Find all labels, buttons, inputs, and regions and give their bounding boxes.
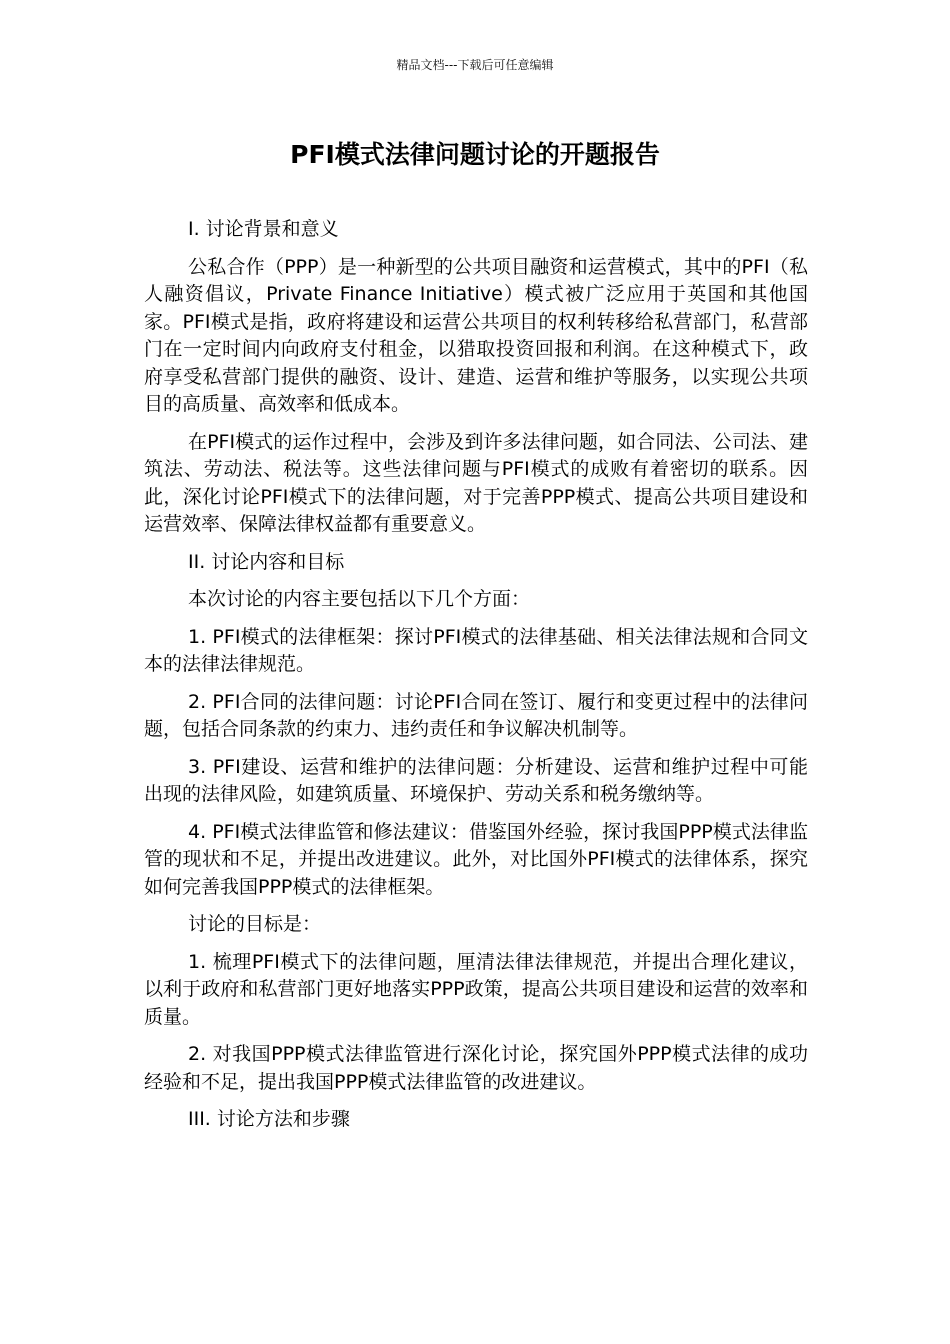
body-paragraph: 公私合作（PPP）是一种新型的公共项目融资和运营模式，其中的PFI（私人融资倡议，Private Finance Initiative）模式被广泛应用于英国和其他国家。PFI模式是指，政府将建设和运营公共项目的权利转移给私营部门，私营部门在一定时间内向政府支付租金，以猎取投资回报和利润。在这种模式下，政府享受私营部门提供的融资、设计、建造、运营和维护等服务，以实现公共项目的高质量、高效率和低成本。: [144, 255, 808, 415]
list-item: 2. 对我国PPP模式法律监管进行深化讨论，探究国外PPP模式法律的成功经验和不足，提出我国PPP模式法律监管的改进建议。: [144, 1043, 808, 1093]
section-heading-2: II. 讨论内容和目标: [188, 550, 345, 573]
list-item: 3. PFI建设、运营和维护的法律问题：分析建设、运营和维护过程中可能出现的法律风险，如建筑质量、环境保护、劳动关系和税务缴纳等。: [144, 755, 808, 805]
document-body: [144, 216, 808, 1144]
list-item: 1. 梳理PFI模式下的法律问题，厘清法律法律规范，并提出合理化建议，以利于政府和私营部门更好地落实PPP政策，提高公共项目建设和运营的效率和质量。: [144, 950, 808, 1028]
list-item: 4. PFI模式法律监管和修法建议：借鉴国外经验，探讨我国PPP模式法律监管的现状和不足，并提出改进建议。此外，对比国外PFI模式的法律体系，探究如何完善我国PPP模式的法律框架。: [144, 820, 808, 898]
section-heading-1: I. 讨论背景和意义: [188, 218, 339, 240]
document-title: PFI模式法律问题讨论的开题报告: [290, 140, 660, 169]
body-paragraph: 本次讨论的内容主要包括以下几个方面：: [188, 588, 531, 610]
page-header: 精品文档---下载后可任意编辑: [396, 58, 554, 72]
body-paragraph: 讨论的目标是：: [188, 913, 322, 935]
body-paragraph: 在PFI模式的运作过程中，会涉及到许多法律问题，如合同法、公司法、建筑法、劳动法、税法等。这些法律问题与PFI模式的成败有着密切的联系。因此，深化讨论PFI模式下的法律问题，对于完善PPP模式、提高公共项目建设和运营效率、保障法律权益都有重要意义。: [144, 430, 808, 535]
section-heading-3: III. 讨论方法和步骤: [188, 1108, 350, 1130]
list-item: 2. PFI合同的法律问题：讨论PFI合同在签订、履行和变更过程中的法律问题，包括合同条款的约束力、违约责任和争议解决机制等。: [144, 690, 808, 740]
list-item: 1. PFI模式的法律框架：探讨PFI模式的法律基础、相关法律法规和合同文本的法律法律规范。: [144, 625, 808, 675]
